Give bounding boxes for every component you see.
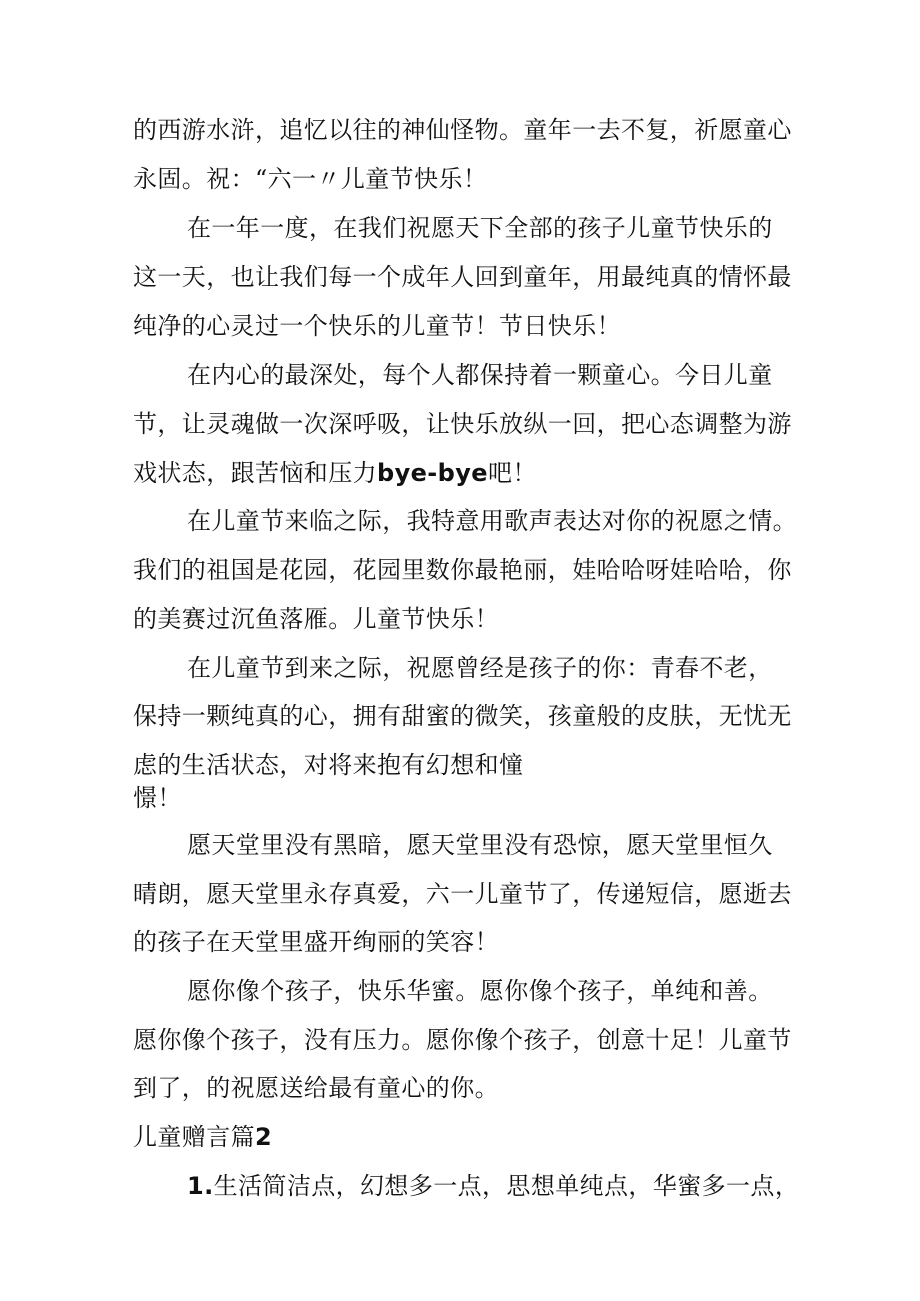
text-line: 憬！: [133, 784, 182, 812]
text-line: 虑的生活状态，对将来抱有幻想和憧: [133, 751, 524, 779]
text-segment: 戏状态，跟苦恼和压力: [133, 459, 377, 487]
paragraph-first-line: 在内心的最深处，每个人都保持着一颗童心。今日儿童: [187, 361, 773, 389]
text-line: 的西游水浒，追忆以往的神仙怪物。童年一去不复，祈愿童心: [133, 116, 792, 144]
text-line: 的孩子在天堂里盛开绚丽的笑容！: [133, 928, 499, 956]
text-line: 保持一颗纯真的心，拥有甜蜜的微笑，孩童般的皮肤，无忧无: [133, 702, 792, 730]
text-segment: 吧！: [487, 459, 537, 487]
text-line: 晴朗，愿天堂里永存真爱，六一儿童节了，传递短信，愿逝去: [133, 880, 792, 908]
paragraph-first-line: 愿你像个孩子，快乐华蜜。愿你像个孩子，单纯和善。: [187, 977, 773, 1005]
text-line: 节，让灵魂做一次深呼吸，让快乐放纵一回，把心态调整为游: [133, 410, 792, 438]
text-line: 的美赛过沉鱼落雁。儿童节快乐！: [133, 605, 499, 633]
text-line: 到了，的祝愿送给最有童心的你。: [133, 1074, 499, 1102]
text-line: 永固。祝：“六一〃儿童节快乐！: [133, 165, 488, 193]
list-number: 1.: [187, 1172, 214, 1200]
section-heading: [133, 1121, 272, 1153]
text-line-mixed: [133, 457, 537, 489]
paragraph-first-line: 在一年一度，在我们祝愿天下全部的孩子儿童节快乐的: [187, 214, 773, 242]
paragraph-first-line: 在儿童节来临之际，我特意用歌声表达对你的祝愿之情。: [187, 507, 797, 535]
text-line: 愿你像个孩子，没有压力。愿你像个孩子，创意十足！儿童节: [133, 1026, 792, 1054]
heading-text: 儿童赠言篇: [133, 1123, 255, 1151]
text-line: 纯净的心灵过一个快乐的儿童节！节日快乐！: [133, 312, 621, 340]
list-item-first-line: [187, 1170, 799, 1202]
paragraph-first-line: 愿天堂里没有黑暗，愿天堂里没有恐惊，愿天堂里恒久: [187, 831, 773, 859]
text-line: 我们的祖国是花园，花园里数你最艳丽，娃哈哈呀娃哈哈，你: [133, 556, 792, 584]
list-item-text: 生活简洁点，幻想多一点，思想单纯点，华蜜多一点，: [213, 1172, 800, 1200]
paragraph-first-line: 在儿童节到来之际，祝愿曾经是孩子的你：青春不老，: [187, 654, 773, 682]
bold-text-segment: bye-bye: [377, 459, 488, 487]
text-line: 这一天，也让我们每一个成年人回到童年，用最纯真的情怀最: [133, 263, 792, 291]
heading-number: 2: [255, 1123, 273, 1151]
